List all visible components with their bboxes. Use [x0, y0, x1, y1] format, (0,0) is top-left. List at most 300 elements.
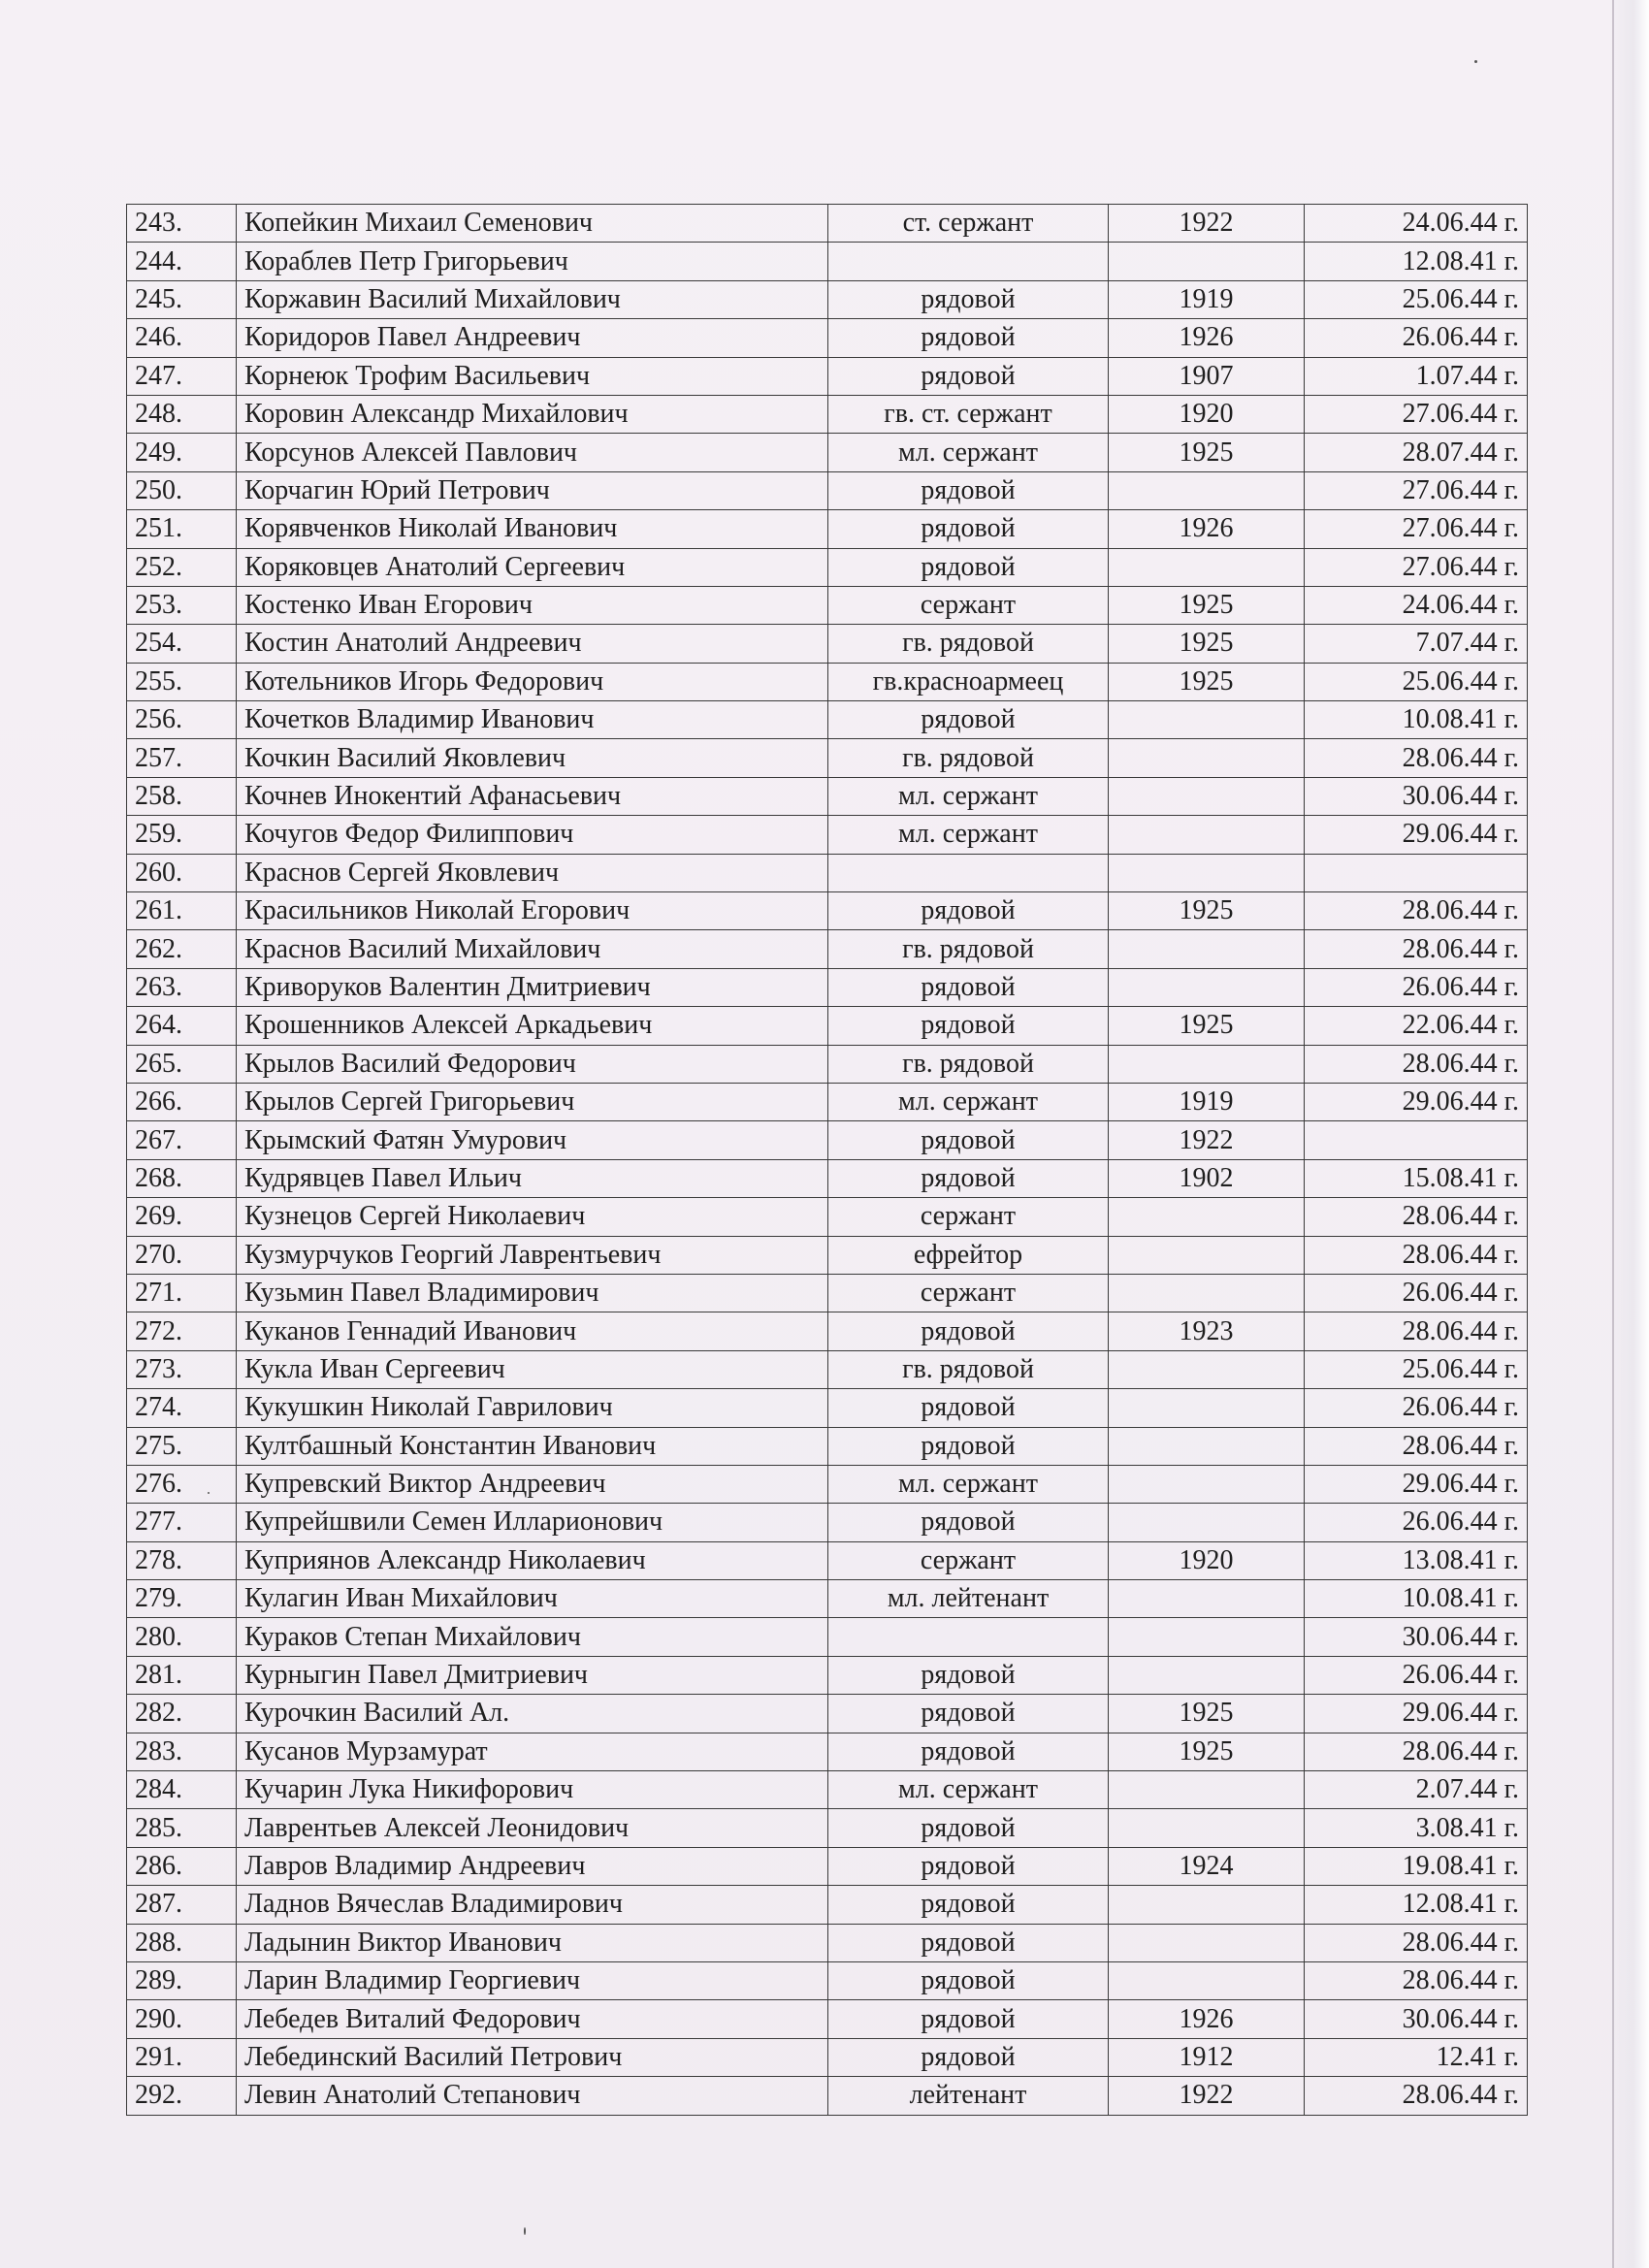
- row-number: 290.: [127, 2000, 237, 2038]
- soldier-name: Куприянов Александр Николаевич: [237, 1541, 828, 1579]
- soldier-name: Кузнецов Сергей Николаевич: [237, 1198, 828, 1236]
- table-row: [127, 1121, 1528, 1159]
- row-number: 286.: [127, 1847, 237, 1885]
- date-of-death: [1305, 854, 1528, 891]
- date-of-death: 28.06.44 г.: [1305, 1961, 1528, 1999]
- row-number: 249.: [127, 434, 237, 471]
- scan-speck: [1474, 60, 1477, 63]
- row-number: 274.: [127, 1389, 237, 1427]
- table-row: [127, 1465, 1528, 1503]
- soldier-rank: ефрейтор: [828, 1236, 1109, 1274]
- date-of-death: 25.06.44 г.: [1305, 663, 1528, 700]
- soldier-rank: сержант: [828, 586, 1109, 624]
- soldier-name: Костенко Иван Егорович: [237, 586, 828, 624]
- table-row: [127, 1695, 1528, 1733]
- date-of-death: 29.06.44 г.: [1305, 816, 1528, 854]
- soldier-name: Коридоров Павел Андреевич: [237, 319, 828, 357]
- soldier-rank: рядовой: [828, 2038, 1109, 2076]
- date-of-death: 25.06.44 г.: [1305, 1350, 1528, 1388]
- soldier-rank: мл. сержант: [828, 816, 1109, 854]
- soldier-name: Краснов Василий Михайлович: [237, 930, 828, 968]
- soldier-name: Кукушкин Николай Гаврилович: [237, 1389, 828, 1427]
- date-of-death: 1.07.44 г.: [1305, 357, 1528, 395]
- date-of-death: 28.07.44 г.: [1305, 434, 1528, 471]
- birth-year: 1925: [1109, 434, 1305, 471]
- table-row: [127, 1312, 1528, 1350]
- table-row: [127, 2077, 1528, 2115]
- row-number: 284.: [127, 1771, 237, 1809]
- row-number: 263.: [127, 968, 237, 1006]
- row-number: 271.: [127, 1274, 237, 1312]
- table-row: [127, 1083, 1528, 1120]
- birth-year: [1109, 471, 1305, 509]
- soldier-rank: мл. сержант: [828, 1771, 1109, 1809]
- birth-year: 1920: [1109, 395, 1305, 433]
- table-row: [127, 1350, 1528, 1388]
- birth-year: [1109, 1961, 1305, 1999]
- row-number: 283.: [127, 1733, 237, 1770]
- birth-year: [1109, 548, 1305, 586]
- birth-year: 1925: [1109, 663, 1305, 700]
- date-of-death: 26.06.44 г.: [1305, 319, 1528, 357]
- date-of-death: 30.06.44 г.: [1305, 2000, 1528, 2038]
- table-row: [127, 1961, 1528, 1999]
- soldier-rank: мл. сержант: [828, 777, 1109, 815]
- date-of-death: 29.06.44 г.: [1305, 1465, 1528, 1503]
- birth-year: 1925: [1109, 1695, 1305, 1733]
- soldier-rank: рядовой: [828, 1924, 1109, 1961]
- date-of-death: 13.08.41 г.: [1305, 1541, 1528, 1579]
- date-of-death: 27.06.44 г.: [1305, 510, 1528, 548]
- row-number: 288.: [127, 1924, 237, 1961]
- birth-year: 1925: [1109, 586, 1305, 624]
- table-row: [127, 395, 1528, 433]
- table-row: [127, 663, 1528, 700]
- soldier-rank: мл. лейтенант: [828, 1580, 1109, 1618]
- row-number: 255.: [127, 663, 237, 700]
- soldier-name: Кочетков Владимир Иванович: [237, 701, 828, 739]
- soldier-rank: рядовой: [828, 1886, 1109, 1924]
- table-row: [127, 1924, 1528, 1961]
- date-of-death: 26.06.44 г.: [1305, 968, 1528, 1006]
- date-of-death: 28.06.44 г.: [1305, 1236, 1528, 1274]
- soldier-rank: сержант: [828, 1198, 1109, 1236]
- row-number: 268.: [127, 1159, 237, 1197]
- row-number: 250.: [127, 471, 237, 509]
- birth-year: 1922: [1109, 205, 1305, 243]
- soldier-name: Ладнов Вячеслав Владимирович: [237, 1886, 828, 1924]
- birth-year: [1109, 1274, 1305, 1312]
- soldier-name: Крошенников Алексей Аркадьевич: [237, 1007, 828, 1045]
- row-number: 292.: [127, 2077, 237, 2115]
- soldier-rank: рядовой: [828, 1695, 1109, 1733]
- soldier-name: Кудрявцев Павел Ильич: [237, 1159, 828, 1197]
- soldier-name: Краснов Сергей Яковлевич: [237, 854, 828, 891]
- table-row: [127, 1274, 1528, 1312]
- table-row: [127, 930, 1528, 968]
- birth-year: [1109, 968, 1305, 1006]
- date-of-death: 12.08.41 г.: [1305, 243, 1528, 280]
- table-row: [127, 1198, 1528, 1236]
- soldier-name: Кусанов Мурзамурат: [237, 1733, 828, 1770]
- birth-year: 1912: [1109, 2038, 1305, 2076]
- birth-year: 1925: [1109, 892, 1305, 930]
- table-row: [127, 1159, 1528, 1197]
- table-row: [127, 854, 1528, 891]
- birth-year: 1925: [1109, 1733, 1305, 1770]
- table-row: [127, 777, 1528, 815]
- table-row: [127, 2038, 1528, 2076]
- table-row: [127, 357, 1528, 395]
- date-of-death: 15.08.41 г.: [1305, 1159, 1528, 1197]
- table-row: [127, 1504, 1528, 1541]
- soldier-name: Купревский Виктор Андреевич: [237, 1465, 828, 1503]
- row-number: 256.: [127, 701, 237, 739]
- row-number: 262.: [127, 930, 237, 968]
- birth-year: [1109, 1580, 1305, 1618]
- date-of-death: 10.08.41 г.: [1305, 1580, 1528, 1618]
- soldier-rank: рядовой: [828, 1809, 1109, 1847]
- row-number: 291.: [127, 2038, 237, 2076]
- soldier-rank: [828, 854, 1109, 891]
- soldier-rank: рядовой: [828, 1312, 1109, 1350]
- date-of-death: 28.06.44 г.: [1305, 2077, 1528, 2115]
- date-of-death: 28.06.44 г.: [1305, 1312, 1528, 1350]
- birth-year: 1926: [1109, 2000, 1305, 2038]
- soldier-rank: рядовой: [828, 1427, 1109, 1465]
- soldier-rank: рядовой: [828, 1121, 1109, 1159]
- row-number: 264.: [127, 1007, 237, 1045]
- row-number: 254.: [127, 625, 237, 663]
- soldier-rank: [828, 1618, 1109, 1656]
- soldier-name: Лаврентьев Алексей Леонидович: [237, 1809, 828, 1847]
- table-row: [127, 1580, 1528, 1618]
- table-row: [127, 510, 1528, 548]
- table-row: [127, 968, 1528, 1006]
- soldier-rank: мл. сержант: [828, 434, 1109, 471]
- soldier-rank: гв. рядовой: [828, 1350, 1109, 1388]
- birth-year: 1926: [1109, 510, 1305, 548]
- soldier-name: Криворуков Валентин Дмитриевич: [237, 968, 828, 1006]
- table-row: [127, 243, 1528, 280]
- row-number: 266.: [127, 1083, 237, 1120]
- date-of-death: 28.06.44 г.: [1305, 892, 1528, 930]
- birth-year: 1922: [1109, 2077, 1305, 2115]
- table-row: [127, 1847, 1528, 1885]
- row-number: 289.: [127, 1961, 237, 1999]
- soldier-name: Курныгин Павел Дмитриевич: [237, 1656, 828, 1694]
- row-number: 265.: [127, 1045, 237, 1083]
- birth-year: [1109, 1809, 1305, 1847]
- row-number: 272.: [127, 1312, 237, 1350]
- birth-year: 1923: [1109, 1312, 1305, 1350]
- table-row: [127, 1809, 1528, 1847]
- soldier-name: Костин Анатолий Андреевич: [237, 625, 828, 663]
- table-row: [127, 1045, 1528, 1083]
- row-number: 243.: [127, 205, 237, 243]
- soldier-rank: рядовой: [828, 1389, 1109, 1427]
- soldier-rank: рядовой: [828, 1733, 1109, 1770]
- birth-year: 1925: [1109, 1007, 1305, 1045]
- soldier-name: Лебединский Василий Петрович: [237, 2038, 828, 2076]
- soldier-name: Ларин Владимир Георгиевич: [237, 1961, 828, 1999]
- soldier-name: Кузмурчуков Георгий Лаврентьевич: [237, 1236, 828, 1274]
- soldier-name: Корнеюк Трофим Васильевич: [237, 357, 828, 395]
- soldier-rank: мл. сержант: [828, 1465, 1109, 1503]
- row-number: 273.: [127, 1350, 237, 1388]
- soldier-rank: рядовой: [828, 701, 1109, 739]
- birth-year: 1925: [1109, 625, 1305, 663]
- row-number: 259.: [127, 816, 237, 854]
- birth-year: 1922: [1109, 1121, 1305, 1159]
- table-row: [127, 1733, 1528, 1770]
- soldier-name: Крымский Фатян Умурович: [237, 1121, 828, 1159]
- birth-year: 1926: [1109, 319, 1305, 357]
- date-of-death: 27.06.44 г.: [1305, 471, 1528, 509]
- soldier-rank: лейтенант: [828, 2077, 1109, 2115]
- soldier-rank: рядовой: [828, 471, 1109, 509]
- date-of-death: 7.07.44 г.: [1305, 625, 1528, 663]
- soldier-rank: рядовой: [828, 1159, 1109, 1197]
- birth-year: [1109, 816, 1305, 854]
- birth-year: 1920: [1109, 1541, 1305, 1579]
- soldier-rank: гв. рядовой: [828, 739, 1109, 777]
- date-of-death: [1305, 1121, 1528, 1159]
- row-number: 280.: [127, 1618, 237, 1656]
- birth-year: 1919: [1109, 280, 1305, 318]
- birth-year: [1109, 1886, 1305, 1924]
- date-of-death: 24.06.44 г.: [1305, 205, 1528, 243]
- table-row: [127, 586, 1528, 624]
- date-of-death: 30.06.44 г.: [1305, 777, 1528, 815]
- row-number: 275.: [127, 1427, 237, 1465]
- soldier-name: Култбашный Константин Иванович: [237, 1427, 828, 1465]
- soldier-name: Кучарин Лука Никифорович: [237, 1771, 828, 1809]
- date-of-death: 26.06.44 г.: [1305, 1389, 1528, 1427]
- row-number: 244.: [127, 243, 237, 280]
- soldier-rank: [828, 243, 1109, 280]
- soldier-rank: рядовой: [828, 2000, 1109, 2038]
- soldier-name: Коряковцев Анатолий Сергеевич: [237, 548, 828, 586]
- table-row: [127, 739, 1528, 777]
- date-of-death: 10.08.41 г.: [1305, 701, 1528, 739]
- birth-year: [1109, 1350, 1305, 1388]
- table-row: [127, 1656, 1528, 1694]
- table-row: [127, 1236, 1528, 1274]
- date-of-death: 26.06.44 г.: [1305, 1504, 1528, 1541]
- date-of-death: 12.08.41 г.: [1305, 1886, 1528, 1924]
- soldier-name: Коровин Александр Михайлович: [237, 395, 828, 433]
- date-of-death: 28.06.44 г.: [1305, 1045, 1528, 1083]
- birth-year: [1109, 1656, 1305, 1694]
- soldier-name: Ладынин Виктор Иванович: [237, 1924, 828, 1961]
- table-row: [127, 205, 1528, 243]
- date-of-death: 27.06.44 г.: [1305, 548, 1528, 586]
- row-number: 252.: [127, 548, 237, 586]
- date-of-death: 28.06.44 г.: [1305, 1427, 1528, 1465]
- soldier-rank: рядовой: [828, 319, 1109, 357]
- soldier-name: Кочнев Инокентий Афанасьевич: [237, 777, 828, 815]
- soldier-name: Кочкин Василий Яковлевич: [237, 739, 828, 777]
- soldier-name: Кураков Степан Михайлович: [237, 1618, 828, 1656]
- birth-year: 1924: [1109, 1847, 1305, 1885]
- table-row: [127, 1007, 1528, 1045]
- table-row: [127, 319, 1528, 357]
- date-of-death: 26.06.44 г.: [1305, 1656, 1528, 1694]
- row-number: 258.: [127, 777, 237, 815]
- date-of-death: 3.08.41 г.: [1305, 1809, 1528, 1847]
- table-row: [127, 1771, 1528, 1809]
- soldier-rank: рядовой: [828, 1847, 1109, 1885]
- birth-year: [1109, 1427, 1305, 1465]
- table-row: [127, 701, 1528, 739]
- row-number: 285.: [127, 1809, 237, 1847]
- table-row: [127, 2000, 1528, 2038]
- table-row: [127, 892, 1528, 930]
- soldier-rank: рядовой: [828, 968, 1109, 1006]
- soldier-name: Копейкин Михаил Семенович: [237, 205, 828, 243]
- row-number: 267.: [127, 1121, 237, 1159]
- row-number: 278.: [127, 1541, 237, 1579]
- soldier-name: Коржавин Василий Михайлович: [237, 280, 828, 318]
- page-edge-line: [1612, 0, 1614, 2268]
- soldier-rank: мл. сержант: [828, 1083, 1109, 1120]
- soldier-name: Красильников Николай Егорович: [237, 892, 828, 930]
- date-of-death: 28.06.44 г.: [1305, 1198, 1528, 1236]
- table-row: [127, 280, 1528, 318]
- soldier-name: Куканов Геннадий Иванович: [237, 1312, 828, 1350]
- scan-speck: [524, 2227, 526, 2235]
- birth-year: 1919: [1109, 1083, 1305, 1120]
- birth-year: [1109, 1389, 1305, 1427]
- birth-year: [1109, 1045, 1305, 1083]
- birth-year: 1902: [1109, 1159, 1305, 1197]
- soldier-rank: гв. ст. сержант: [828, 395, 1109, 433]
- table-row: [127, 548, 1528, 586]
- soldier-name: Котельников Игорь Федорович: [237, 663, 828, 700]
- date-of-death: 29.06.44 г.: [1305, 1695, 1528, 1733]
- birth-year: [1109, 1771, 1305, 1809]
- table-row: [127, 1618, 1528, 1656]
- page-edge-shadow: [1610, 0, 1649, 2268]
- row-number: 261.: [127, 892, 237, 930]
- birth-year: [1109, 930, 1305, 968]
- soldier-rank: сержант: [828, 1541, 1109, 1579]
- date-of-death: 19.08.41 г.: [1305, 1847, 1528, 1885]
- soldier-rank: гв. рядовой: [828, 930, 1109, 968]
- table-row: [127, 434, 1528, 471]
- soldier-name: Кукла Иван Сергеевич: [237, 1350, 828, 1388]
- row-number: 269.: [127, 1198, 237, 1236]
- soldier-rank: рядовой: [828, 1007, 1109, 1045]
- row-number: 246.: [127, 319, 237, 357]
- table-row: [127, 1541, 1528, 1579]
- row-number: 282.: [127, 1695, 237, 1733]
- row-number: 251.: [127, 510, 237, 548]
- soldier-rank: гв. рядовой: [828, 625, 1109, 663]
- soldier-name: Лебедев Виталий Федорович: [237, 2000, 828, 2038]
- row-number: 276.: [127, 1465, 237, 1503]
- date-of-death: 29.06.44 г.: [1305, 1083, 1528, 1120]
- soldier-name: Корявченков Николай Иванович: [237, 510, 828, 548]
- soldier-rank: рядовой: [828, 1961, 1109, 1999]
- soldier-name: Кузьмин Павел Владимирович: [237, 1274, 828, 1312]
- row-number: 245.: [127, 280, 237, 318]
- soldier-rank: рядовой: [828, 280, 1109, 318]
- table-row: [127, 1886, 1528, 1924]
- roster-body: [127, 205, 1528, 2116]
- date-of-death: 28.06.44 г.: [1305, 1924, 1528, 1961]
- soldier-rank: гв.красноармеец: [828, 663, 1109, 700]
- date-of-death: 24.06.44 г.: [1305, 586, 1528, 624]
- soldier-name: Кулагин Иван Михайлович: [237, 1580, 828, 1618]
- soldier-name: Кочугов Федор Филиппович: [237, 816, 828, 854]
- row-number: 277.: [127, 1504, 237, 1541]
- date-of-death: 28.06.44 г.: [1305, 739, 1528, 777]
- date-of-death: 28.06.44 г.: [1305, 1733, 1528, 1770]
- birth-year: 1907: [1109, 357, 1305, 395]
- birth-year: [1109, 1465, 1305, 1503]
- soldier-rank: ст. сержант: [828, 205, 1109, 243]
- roster-table: [126, 204, 1528, 2116]
- birth-year: [1109, 854, 1305, 891]
- date-of-death: 2.07.44 г.: [1305, 1771, 1528, 1809]
- birth-year: [1109, 243, 1305, 280]
- table-row: [127, 625, 1528, 663]
- row-number: 248.: [127, 395, 237, 433]
- soldier-rank: рядовой: [828, 548, 1109, 586]
- date-of-death: 12.41 г.: [1305, 2038, 1528, 2076]
- soldier-name: Купрейшвили Семен Илларионович: [237, 1504, 828, 1541]
- soldier-name: Крылов Василий Федорович: [237, 1045, 828, 1083]
- soldier-rank: рядовой: [828, 892, 1109, 930]
- soldier-rank: сержант: [828, 1274, 1109, 1312]
- birth-year: [1109, 1198, 1305, 1236]
- date-of-death: 22.06.44 г.: [1305, 1007, 1528, 1045]
- table-row: [127, 471, 1528, 509]
- soldier-name: Корчагин Юрий Петрович: [237, 471, 828, 509]
- birth-year: [1109, 701, 1305, 739]
- row-number: 279.: [127, 1580, 237, 1618]
- soldier-name: Лавров Владимир Андреевич: [237, 1847, 828, 1885]
- date-of-death: 30.06.44 г.: [1305, 1618, 1528, 1656]
- soldier-name: Корсунов Алексей Павлович: [237, 434, 828, 471]
- soldier-name: Кораблев Петр Григорьевич: [237, 243, 828, 280]
- birth-year: [1109, 777, 1305, 815]
- row-number: 287.: [127, 1886, 237, 1924]
- soldier-rank: гв. рядовой: [828, 1045, 1109, 1083]
- soldier-rank: рядовой: [828, 1504, 1109, 1541]
- soldier-rank: рядовой: [828, 510, 1109, 548]
- soldier-rank: рядовой: [828, 357, 1109, 395]
- birth-year: [1109, 739, 1305, 777]
- soldier-rank: рядовой: [828, 1656, 1109, 1694]
- table-row: [127, 816, 1528, 854]
- soldier-name: Курочкин Василий Ал.: [237, 1695, 828, 1733]
- row-number: 260.: [127, 854, 237, 891]
- birth-year: [1109, 1504, 1305, 1541]
- row-number: 257.: [127, 739, 237, 777]
- soldier-name: Крылов Сергей Григорьевич: [237, 1083, 828, 1120]
- birth-year: [1109, 1236, 1305, 1274]
- row-number: 281.: [127, 1656, 237, 1694]
- birth-year: [1109, 1924, 1305, 1961]
- date-of-death: 28.06.44 г.: [1305, 930, 1528, 968]
- date-of-death: 26.06.44 г.: [1305, 1274, 1528, 1312]
- date-of-death: 27.06.44 г.: [1305, 395, 1528, 433]
- birth-year: [1109, 1618, 1305, 1656]
- soldier-name: Левин Анатолий Степанович: [237, 2077, 828, 2115]
